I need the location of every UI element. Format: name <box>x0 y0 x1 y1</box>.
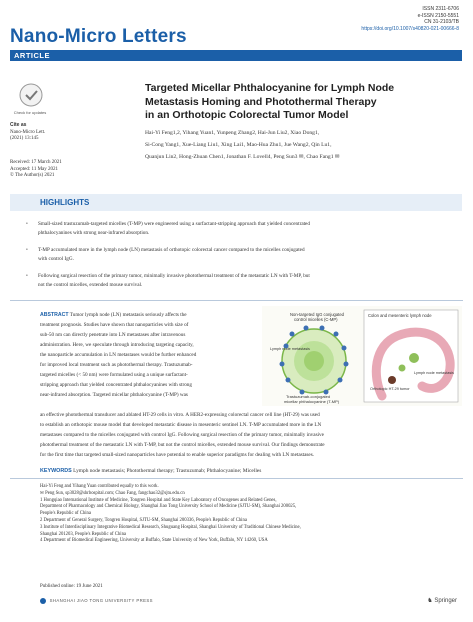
note-line: Hai-Yi Feng and Yihang Yuan contributed equally to this work. <box>40 484 159 489</box>
cn-number: CN 31-2103/TB <box>424 19 459 26</box>
cite-as-line: (2021) 13:145 <box>10 136 39 142</box>
highlight-line: Small-sized trastuzumab-targeted micelles (T-MP) were engineered using a surfactant-stripping approach that yielded concentrated <box>38 221 310 227</box>
article-section-label: ARTICLE <box>14 51 50 60</box>
bullet-icon: • <box>26 221 28 227</box>
figure-label-c-mp: Non-targeted IgG conjugated <box>290 312 345 317</box>
title-line: Targeted Micellar Phthalocyanine for Lymph Node <box>145 82 395 94</box>
keywords-label: KEYWORDS <box>40 468 72 474</box>
tumor-icon <box>388 376 396 384</box>
figure-label-t-mp: Trastuzumab-conjugated <box>286 394 331 399</box>
received-date: Received: 17 March 2021 <box>10 160 62 165</box>
published-date: Published online: 19 June 2021 <box>40 584 103 589</box>
highlight-item <box>26 220 458 238</box>
abstract-line: the nanoparticle accumulation in LN metastases would be further enhanced <box>40 352 197 358</box>
highlight-line: phthalocyanines with strong near-infrared absorption. <box>38 229 150 236</box>
dates-block <box>10 160 90 180</box>
note-line: 4 Department of Biomedical Engineering, University at Buffalo, State University of New York, Buffalo, NY 14260, USA <box>40 538 268 544</box>
highlight-item <box>26 272 458 290</box>
check-for-updates-label: Check for updates <box>13 110 47 115</box>
issn: ISSN 2311-6706 <box>422 6 459 12</box>
graphical-abstract-figure <box>262 306 462 406</box>
abstract-line: Tumor lymph node (LN) metastasis seriously affects the <box>69 312 187 318</box>
author-line: Si-Cong Yang1, Xue-Liang Liu1, Xing Lai1, Mao-Hua Zhu1, Jue Wang2, Qin Lu1, <box>145 142 332 148</box>
figure-label-c-mp-2: control micelles (C-MP) <box>294 317 338 322</box>
note-line: Department of Pharmacology and Chemical Biology, Shanghai Jiao Tong University School of Medicine (SJTU-SM), Shanghai 200025, <box>40 504 297 510</box>
author-list <box>145 127 445 163</box>
issn-block <box>361 6 459 32</box>
cite-as-label: Cite as <box>10 122 27 128</box>
figure-label-ortho: Orthotopic HT-29 tumor <box>370 387 410 391</box>
abstract-line: an effective photothermal transducer and ablated HT-29 cells in vitro. A HER2-expressing colorectal cancer cell line (HT-29) was used <box>40 412 320 418</box>
note-line: Shanghai 201203, People's Republic of China <box>40 531 126 537</box>
highlight-line: T-MP accumulated more in the lymph node (LN) metastasis of orthotopic colorectal cancer compared to the micelles conjugated <box>38 247 305 253</box>
highlight-line: not the control micelles, extended mouse survival. <box>38 281 143 288</box>
abstract-line: sub-50 nm can directly penetrate into LN metastases after intravenous <box>40 332 186 338</box>
bullet-icon: • <box>26 247 28 253</box>
highlights-title: HIGHLIGHTS <box>40 198 90 207</box>
journal-title: Nano-Micro Letters <box>10 26 187 47</box>
copyright: © The Author(s) 2021 <box>10 173 55 179</box>
note-line: People's Republic of China <box>40 511 91 517</box>
abstract-label: ABSTRACT <box>40 312 69 318</box>
abstract-line: to establish an orthotopic mouse model that developed metastatic disease in mesenteric sentinel LN. T-MP accumulated more in the LN <box>40 422 322 428</box>
divider <box>10 300 463 301</box>
article-title <box>145 82 445 123</box>
divider <box>10 478 463 479</box>
cite-as-line: Nano-Micro Lett. <box>10 129 46 135</box>
title-line: Metastasis Homing and Photothermal Therapy <box>145 95 377 108</box>
title-line: in an Orthotopic Colorectal Tumor Model <box>145 109 349 121</box>
note-line[interactable]: ✉ Peng Sun, sp3028@shrbospital.com; Chao Fang, fangchao32@sjtu.edu.cn <box>40 490 185 496</box>
accepted-date: Accepted: 11 May 2021 <box>10 166 58 172</box>
figure-label-ln-meta: Lymph node metastasis <box>414 371 454 375</box>
doi-link[interactable]: https://doi.org/10.1007/s40820-021-00666-8 <box>361 25 459 32</box>
highlight-line: with control IgG. <box>38 255 74 262</box>
author-line: Quanjun Lin2, Hong-Zhuan Chen1, Jonathan F. Lovell4, Peng Sun3 ✉, Chao Fang1 ✉ <box>145 154 340 160</box>
abstract-column <box>40 310 255 400</box>
lymph-node-icon <box>409 353 419 363</box>
article-section-bar <box>10 50 462 61</box>
lymph-node-icon <box>399 365 406 372</box>
abstract-line: for the first time that targeted small-sized nanoparticles have potential to enable superior paradigms for dealing with LN metastases. <box>40 452 315 458</box>
abstract-line: for improved local treatment such as photothermal therapy. Trastuzumab- <box>40 362 193 368</box>
keywords <box>40 468 460 474</box>
figure-label-lymph: Lymph node metastasis <box>270 347 310 351</box>
highlight-line: Following surgical resection of the primary tumor, minimally invasive photothermal treatment of the metastatic LN with T-MP, but <box>38 273 310 279</box>
sjtu-logo-icon <box>40 598 46 604</box>
abstract-line: near-infrared absorption. Targeted micellar phthalocyanine (T-MP) was <box>40 392 188 398</box>
author-line: Hai-Yi Feng1,2, Yihang Yuan1, Yunpeng Zhang2, Hai-Jun Liu2, Xiao Dong1, <box>145 130 320 136</box>
abstract-line: metastases compared to the micelles conjugated with control IgG. Following surgical resection of the primary tumor, minimally invasive <box>40 432 324 438</box>
bullet-icon: • <box>26 273 28 279</box>
figure-label-colon: Colon and mesenteric lymph node <box>368 313 432 318</box>
micelle-center <box>304 351 324 371</box>
note-line: 2 Department of General Surgery, Tongren Hospital, SJTU-SM, Shanghai 200336, People's Republic of China <box>40 517 247 523</box>
note-line: 1 Hongqiao International Institute of Medicine, Tongren Hospital and State Key Laboratory of Oncogenes and Related Genes, <box>40 497 277 503</box>
publisher-name: SHANGHAI JIAO TONG UNIVERSITY PRESS <box>49 598 153 604</box>
highlight-item <box>26 246 458 264</box>
abstract-line: administration. Here, we speculate through introducing targeting capacity, <box>40 342 194 348</box>
abstract-line: stripping approach that yielded concentrated phthalocyanines with strong <box>40 382 192 388</box>
cite-as-block <box>10 122 90 143</box>
eissn: e-ISSN 2150-5551 <box>417 12 459 19</box>
check-for-updates-icon[interactable] <box>18 82 44 108</box>
springer-horse-icon: ♞ <box>427 598 433 604</box>
figure-label-t-mp-2: micellar phthalocyanine (T-MP) <box>284 399 340 404</box>
abstract-line: treatment prognosis. Studies have shown that nanoparticles with size of <box>40 322 189 328</box>
publisher-footer <box>40 598 153 604</box>
author-notes <box>40 484 460 545</box>
note-line: 3 Institute of Interdisciplinary Integrative Biomedical Research, Shuguang Hospital, Shanghai University of Traditional Chinese Medicine, <box>40 524 301 530</box>
abstract-line: targeted micelles (< 50 nm) were formulated using a unique surfactant- <box>40 372 188 378</box>
springer-name: Springer <box>434 598 457 604</box>
keywords-text: Lymph node metastasis; Photothermal therapy; Trastuzumab; Phthalocyanine; Micelles <box>73 468 262 474</box>
springer-logo <box>427 597 457 604</box>
abstract-full-width <box>40 410 460 460</box>
abstract-line: photothermal treatment of the metastatic LN with T-MP, but not the control micelles, extended mouse survival. Our findings demonstrate <box>40 442 325 448</box>
